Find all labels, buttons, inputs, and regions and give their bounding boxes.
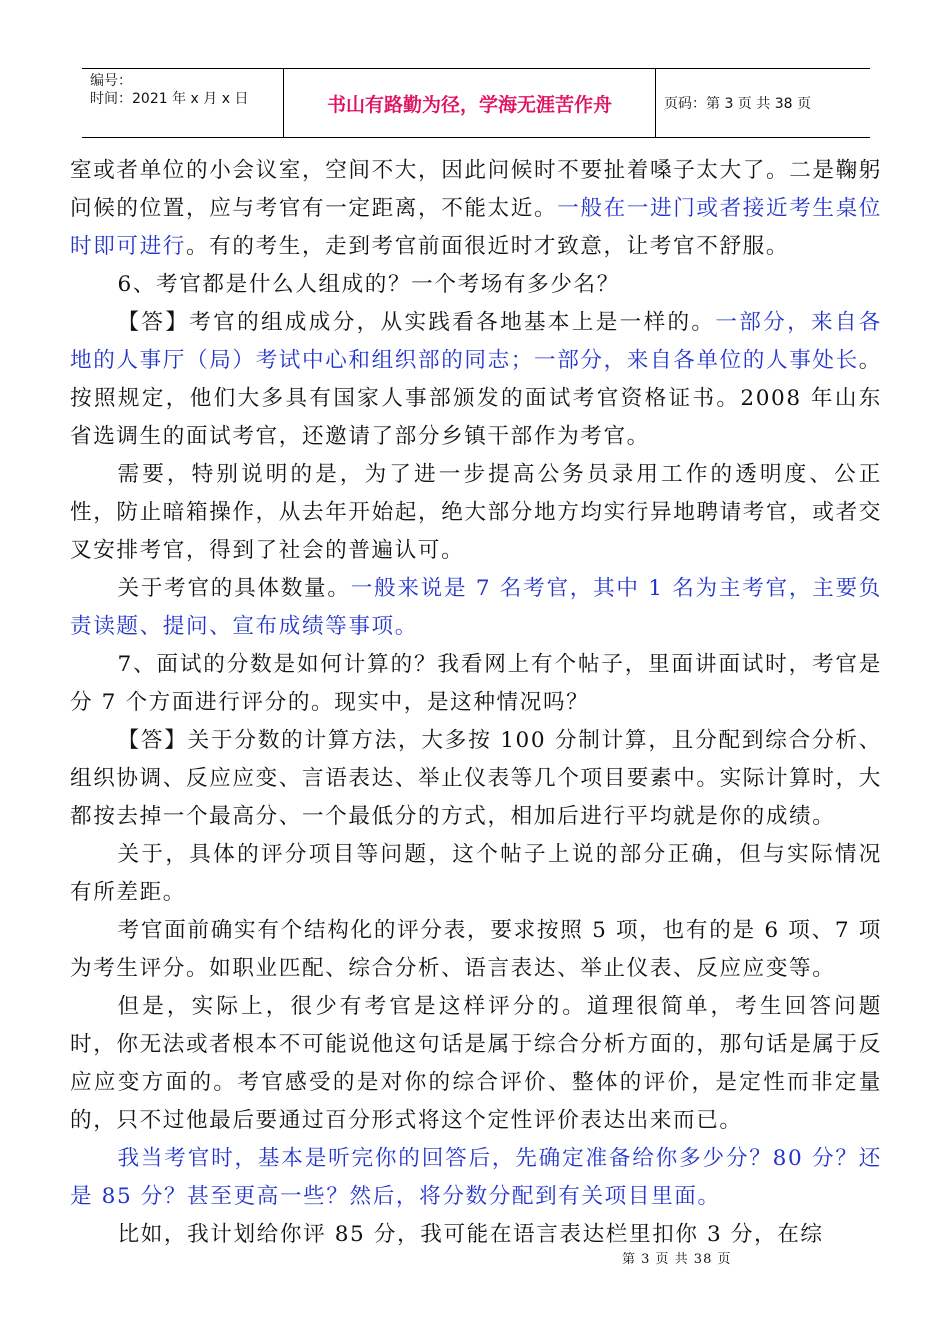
body-paragraph <box>70 152 882 266</box>
body-text: 【答】关于分数的计算方法，大多按 100 分制计算，且分配到综合分析、组织协调、反应应变、言语表达、举止仪表等几个项目要素中。实际计算时，大都按去掉一个最高分、一个最低分的方式，相加后进行平均就是你的成绩。 <box>70 728 882 829</box>
body-paragraph <box>70 912 882 988</box>
body-paragraph <box>70 836 882 912</box>
body-text: 7、面试的分数是如何计算的？我看网上有个帖子，里面讲面试时，考官是分 7 个方面进行评分的。现实中，是这种情况吗？ <box>70 652 882 715</box>
body-paragraph <box>70 266 882 304</box>
document-number-label: 编号： <box>90 73 132 89</box>
body-paragraph <box>70 304 882 456</box>
page-footer: 第 3 页 共 38 页 <box>622 1252 732 1267</box>
highlighted-text: 一般来说是 7 名考官，其中 1 名为主考官，主要负责读题、提问、宣布成绩等事项。 <box>70 576 882 639</box>
body-paragraph <box>70 456 882 570</box>
header-meta <box>82 69 284 137</box>
body-paragraph <box>70 570 882 646</box>
header-page-info: 页码：第 3 页 共 38 页 <box>664 96 811 112</box>
body-text: 。有的考生，走到考官前面很近时才致意，让考官不舒服。 <box>185 234 790 259</box>
page-header <box>82 68 870 138</box>
highlighted-text: 一部分，来自各地的人事厅（局）考试中心和组织部的同志；一部分，来自各单位的人事处长 <box>70 310 882 373</box>
body-text: 关于考官的具体数量。 <box>117 576 351 601</box>
body-text: 。按照规定，他们大多具有国家人事部颁发的面试考官资格证书。2008 年山东省选调生的面试考官，还邀请了部分乡镇干部作为考官。 <box>70 348 882 449</box>
body-paragraph <box>70 1216 882 1254</box>
document-date-label: 时间：2021 年 x 月 x 日 <box>90 91 249 107</box>
body-text: 但是，实际上，很少有考官是这样评分的。道理很简单，考生回答问题时，你无法或者根本不可能说他这句话是属于综合分析方面的，那句话是属于反应应变方面的。考官感受的是对你的综合评价、整体的评价，是定性而非定量的，只不过他最后要通过百分形式将这个定性评价表达出来而已。 <box>70 994 882 1133</box>
body-text: 关于，具体的评分项目等问题，这个帖子上说的部分正确，但与实际情况有所差距。 <box>70 842 882 905</box>
highlighted-text: 一般在一进门或者接近考生桌位时即可进行 <box>70 196 882 259</box>
body-paragraph <box>70 722 882 836</box>
body-paragraph <box>70 1140 882 1216</box>
body-text: 需要，特别说明的是，为了进一步提高公务员录用工作的透明度、公正性，防止暗箱操作，从去年开始起，绝大部分地方均实行异地聘请考官，或者交叉安排考官，得到了社会的普遍认可。 <box>70 462 882 563</box>
body-text: 考官面前确实有个结构化的评分表，要求按照 5 项，也有的是 6 项、7 项为考生评分。如职业匹配、综合分析、语言表达、举止仪表、反应应变等。 <box>70 918 882 981</box>
body-text: 【答】考官的组成成分，从实践看各地基本上是一样的。 <box>117 310 716 335</box>
body-text: 室或者单位的小会议室，空间不大，因此问候时不要扯着嗓子太大了。二是鞠躬问候的位置，应与考官有一定距离，不能太近。 <box>70 158 882 221</box>
body-paragraph <box>70 646 882 722</box>
body-paragraph <box>70 988 882 1140</box>
body-text: 比如，我计划给你评 85 分，我可能在语言表达栏里扣你 3 分，在综 <box>117 1222 824 1247</box>
header-motto: 书山有路勤为径，学海无涯苦作舟 <box>284 69 656 137</box>
body-text: 6、考官都是什么人组成的？一个考场有多少名？ <box>117 272 620 297</box>
document-body <box>70 152 882 1254</box>
highlighted-text: 我当考官时，基本是听完你的回答后，先确定准备给你多少分？80 分？还是 85 分？甚至更高一些？然后，将分数分配到有关项目里面。 <box>70 1146 882 1209</box>
